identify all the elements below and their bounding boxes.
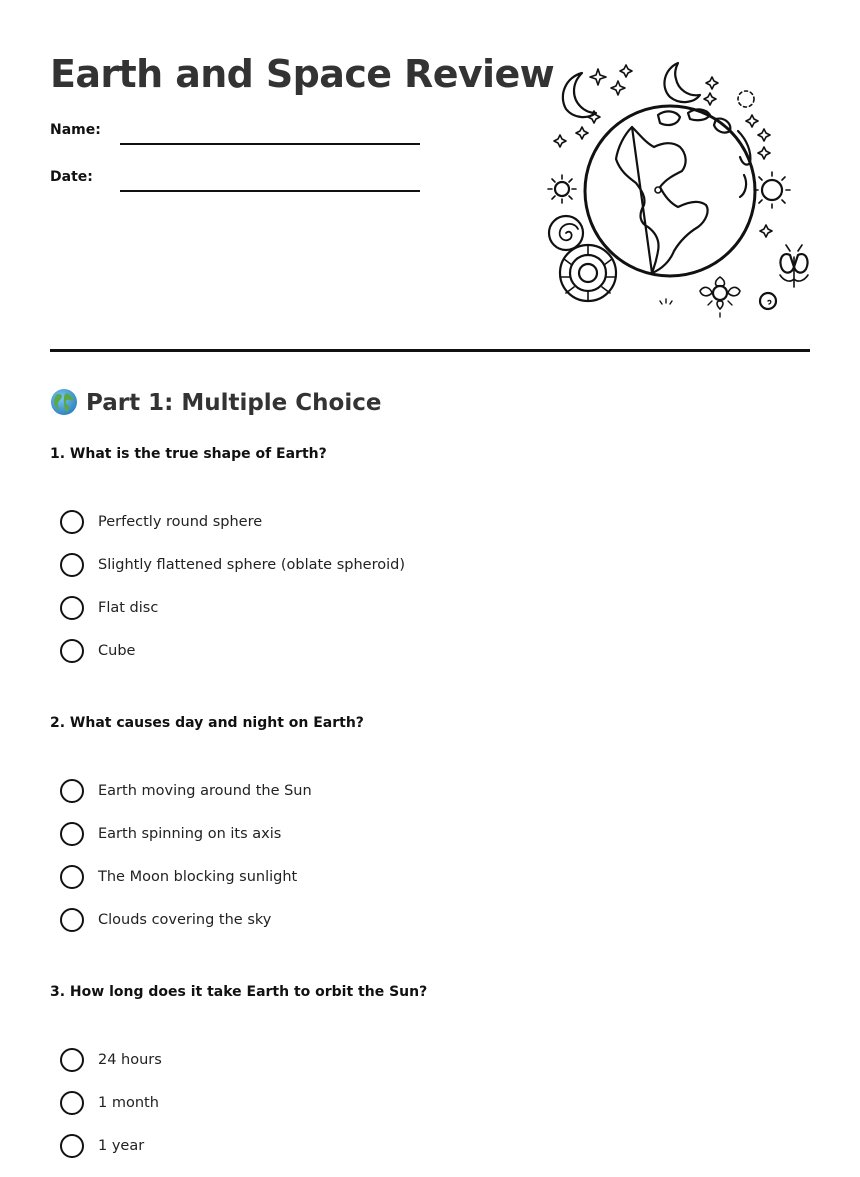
name-field[interactable]: [50, 118, 450, 148]
option-label[interactable]: Cube: [98, 643, 136, 659]
name-line[interactable]: [120, 143, 420, 145]
question-3-text: 3. How long does it take Earth to orbit the Sun?: [50, 984, 428, 1000]
option-3b[interactable]: [50, 1091, 810, 1134]
question-2-options: [50, 779, 810, 951]
option-label[interactable]: Flat disc: [98, 600, 159, 616]
option-3c[interactable]: [50, 1134, 810, 1177]
part1-heading: [50, 386, 381, 420]
radio-button[interactable]: [60, 596, 84, 620]
question-2: [50, 713, 810, 951]
worksheet-page: [50, 0, 810, 1161]
radio-button[interactable]: [60, 822, 84, 846]
earth-globe-icon: [50, 388, 78, 416]
name-label: Name:: [50, 122, 101, 138]
question-3: [50, 982, 810, 1177]
option-1d[interactable]: [50, 639, 810, 682]
option-label[interactable]: Earth moving around the Sun: [98, 783, 312, 799]
option-2c[interactable]: [50, 865, 810, 908]
option-3a[interactable]: [50, 1048, 810, 1091]
option-1b[interactable]: [50, 553, 810, 596]
globe-with-moons-and-stars-icon: [540, 55, 810, 330]
option-label[interactable]: 1 month: [98, 1095, 159, 1111]
option-label[interactable]: Earth spinning on its axis: [98, 826, 282, 842]
option-label[interactable]: Perfectly round sphere: [98, 514, 263, 530]
option-label[interactable]: 1 year: [98, 1138, 145, 1154]
option-1c[interactable]: [50, 596, 810, 639]
date-line[interactable]: [120, 190, 420, 192]
radio-button[interactable]: [60, 639, 84, 663]
radio-button[interactable]: [60, 908, 84, 932]
option-label[interactable]: Clouds covering the sky: [98, 912, 272, 928]
radio-button[interactable]: [60, 779, 84, 803]
option-2d[interactable]: [50, 908, 810, 951]
question-1-text: 1. What is the true shape of Earth?: [50, 446, 327, 462]
radio-button[interactable]: [60, 1134, 84, 1158]
part1-title: Part 1: Multiple Choice: [86, 390, 382, 416]
option-1a[interactable]: [50, 510, 810, 553]
option-2a[interactable]: [50, 779, 810, 822]
radio-button[interactable]: [60, 510, 84, 534]
question-1-options: [50, 510, 810, 682]
question-1: [50, 444, 810, 682]
question-3-options: [50, 1048, 810, 1177]
radio-button[interactable]: [60, 1091, 84, 1115]
option-2b[interactable]: [50, 822, 810, 865]
radio-button[interactable]: [60, 553, 84, 577]
option-label[interactable]: The Moon blocking sunlight: [98, 869, 298, 885]
date-field[interactable]: [50, 165, 450, 195]
worksheet-header: [50, 0, 810, 352]
date-label: Date:: [50, 169, 93, 185]
radio-button[interactable]: [60, 865, 84, 889]
question-2-text: 2. What causes day and night on Earth?: [50, 715, 364, 731]
worksheet-title: Earth and Space Review: [50, 52, 555, 96]
radio-button[interactable]: [60, 1048, 84, 1072]
option-label[interactable]: Slightly flattened sphere (oblate spheroid): [98, 557, 405, 573]
option-label[interactable]: 24 hours: [98, 1052, 162, 1068]
header-divider: [50, 349, 810, 352]
